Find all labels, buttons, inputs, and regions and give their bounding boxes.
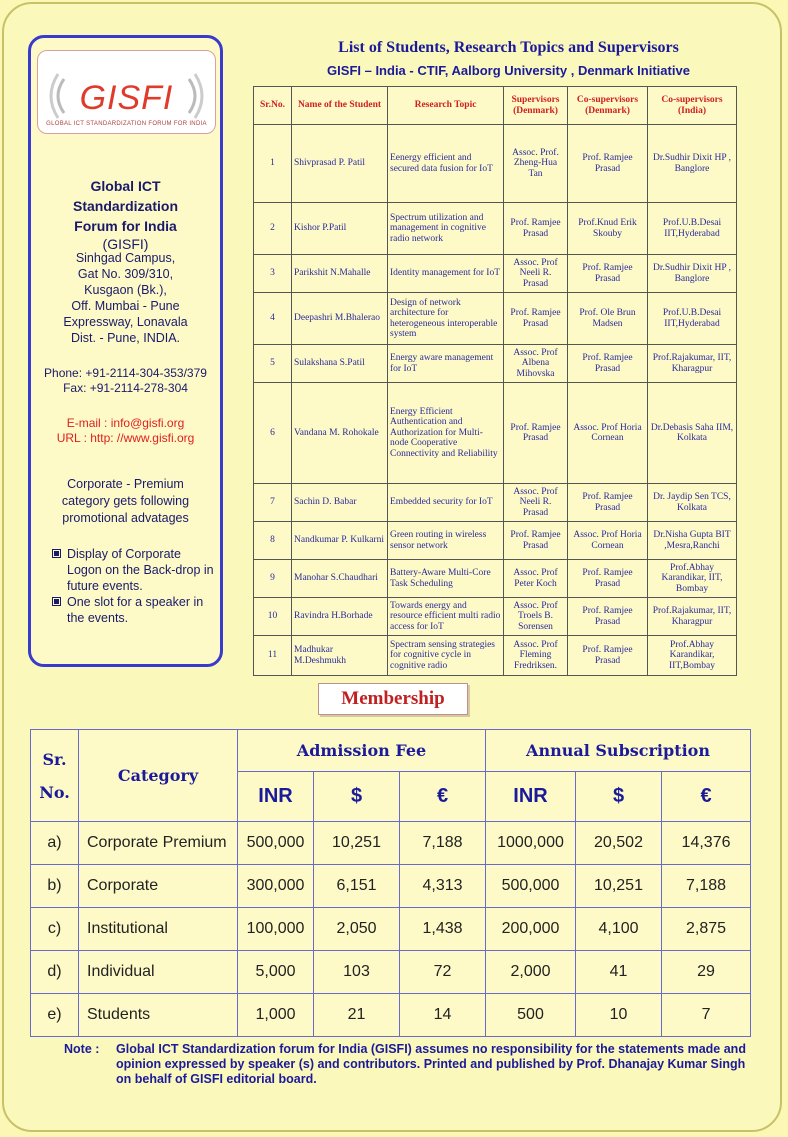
cosupervisor-denmark-cell: Prof. Ole Brun Madsen <box>568 293 648 345</box>
web-info <box>31 416 220 446</box>
table-row <box>254 598 737 636</box>
category-cell: Institutional <box>79 908 238 951</box>
research-topic-cell: Energy Efficient Authentication and Authorization for Multi-node Cooperative Connectivity and Reliability <box>388 383 504 484</box>
fee-value-cell: 1000,000 <box>486 822 576 865</box>
table-row <box>254 293 737 345</box>
sr-no-cell: 4 <box>254 293 292 345</box>
category-cell: Corporate Premium <box>79 822 238 865</box>
fee-value-cell: 7,188 <box>662 865 751 908</box>
fee-value-cell: 1,000 <box>238 994 314 1037</box>
phone: Phone: +91-2114-304-353/379 <box>44 366 207 380</box>
sr-cell: e) <box>31 994 79 1037</box>
supervisor-denmark-cell: Prof. Ramjee Prasad <box>504 293 568 345</box>
supervisor-denmark-cell: Assoc. Prof Fleming Fredriksen. <box>504 636 568 676</box>
fee-value-cell: 29 <box>662 951 751 994</box>
bullet-square-icon <box>52 597 61 606</box>
cosupervisor-denmark-cell: Prof. Ramjee Prasad <box>568 125 648 203</box>
research-topic-cell: Green routing in wireless sensor network <box>388 522 504 560</box>
fax: Fax: +91-2114-278-304 <box>63 381 188 395</box>
student-name-cell: Sachin D. Babar <box>292 484 388 522</box>
research-topic-cell: Spectram sensing strategies for cognitive cycle in cognitive radio <box>388 636 504 676</box>
students-table <box>253 86 737 676</box>
cosupervisor-denmark-cell: Prof. Ramjee Prasad <box>568 598 648 636</box>
fee-value-cell: 4,313 <box>400 865 486 908</box>
sr-no-cell: 7 <box>254 484 292 522</box>
cosupervisor-denmark-cell: Prof.Knud Erik Skouby <box>568 203 648 255</box>
research-topic-cell: Design of network architecture for heterogeneous interoperable system <box>388 293 504 345</box>
student-name-cell: Parikshit N.Mahalle <box>292 255 388 293</box>
student-name-cell: Manohar S.Chaudhari <box>292 560 388 598</box>
table-row <box>31 994 751 1037</box>
table-row <box>31 951 751 994</box>
supervisor-denmark-cell: Assoc. Prof Peter Koch <box>504 560 568 598</box>
category-cell: Individual <box>79 951 238 994</box>
table-row <box>31 908 751 951</box>
cosupervisor-india-cell: Prof.U.B.Desai IIT,Hyderabad <box>648 203 737 255</box>
research-topic-cell: Eenergy efficient and secured data fusion for IoT <box>388 125 504 203</box>
org-abbr: (GISFI) <box>102 236 149 252</box>
supervisor-denmark-cell: Assoc. Prof Troels B. Sorensen <box>504 598 568 636</box>
membership-fee-table <box>30 729 751 1037</box>
sr-no-cell: 2 <box>254 203 292 255</box>
research-topic-cell: Identity management for IoT <box>388 255 504 293</box>
footer-note <box>64 1042 754 1087</box>
sr-cell: a) <box>31 822 79 865</box>
cosupervisor-denmark-cell: Assoc. Prof Horia Cornean <box>568 383 648 484</box>
student-name-cell: Vandana M. Rohokale <box>292 383 388 484</box>
cosupervisor-india-cell: Prof.Rajakumar, IIT, Kharagpur <box>648 345 737 383</box>
table-row <box>254 383 737 484</box>
currency-header: $ <box>314 772 400 822</box>
list-subtitle: GISFI – India - CTIF, Aalborg University , Denmark Initiative <box>327 63 690 78</box>
list-item: Display of Corporate Logon on the Back-drop in future events. <box>51 546 216 594</box>
fee-value-cell: 10,251 <box>314 822 400 865</box>
cosupervisor-india-cell: Prof.Abhay Karandikar, IIT,Bombay <box>648 636 737 676</box>
supervisor-denmark-cell: Assoc. Prof Neeli R. Prasad <box>504 255 568 293</box>
cosupervisor-denmark-cell: Prof. Ramjee Prasad <box>568 560 648 598</box>
col-header: Co-supervisors (Denmark) <box>568 87 648 125</box>
cosupervisor-india-cell: Dr.Debasis Saha IIM, Kolkata <box>648 383 737 484</box>
research-topic-cell: Towards energy and resource efficient multi radio access for IoT <box>388 598 504 636</box>
sr-no-cell: 5 <box>254 345 292 383</box>
fee-value-cell: 10,251 <box>576 865 662 908</box>
research-topic-cell: Embedded security for IoT <box>388 484 504 522</box>
student-name-cell: Deepashri M.Bhalerao <box>292 293 388 345</box>
table-row <box>31 865 751 908</box>
category-cell: Students <box>79 994 238 1037</box>
sr-no-cell: 1 <box>254 125 292 203</box>
table-row <box>254 345 737 383</box>
email-link[interactable]: E-mail : info@gisfi.org <box>66 416 185 430</box>
membership-title: Membership <box>318 683 468 715</box>
currency-header: INR <box>238 772 314 822</box>
sr-no-cell: 8 <box>254 522 292 560</box>
cosupervisor-denmark-cell: Prof. Ramjee Prasad <box>568 636 648 676</box>
sr-no-cell: 10 <box>254 598 292 636</box>
table-row <box>254 125 737 203</box>
currency-header: $ <box>576 772 662 822</box>
currency-header: INR <box>486 772 576 822</box>
fee-value-cell: 7,188 <box>400 822 486 865</box>
supervisor-denmark-cell: Assoc. Prof. Zheng-Hua Tan <box>504 125 568 203</box>
sr-no-cell: 9 <box>254 560 292 598</box>
cosupervisor-india-cell: Dr.Sudhir Dixit HP , Banglore <box>648 125 737 203</box>
fee-value-cell: 100,000 <box>238 908 314 951</box>
cosupervisor-denmark-cell: Prof. Ramjee Prasad <box>568 345 648 383</box>
fee-value-cell: 500,000 <box>238 822 314 865</box>
student-name-cell: Madhukar M.Deshmukh <box>292 636 388 676</box>
fee-value-cell: 2,000 <box>486 951 576 994</box>
fee-value-cell: 20,502 <box>576 822 662 865</box>
fee-value-cell: 14 <box>400 994 486 1037</box>
supervisor-denmark-cell: Assoc. Prof Albena Mihovska <box>504 345 568 383</box>
research-topic-cell: Energy aware management for IoT <box>388 345 504 383</box>
category-header: Category <box>79 730 238 822</box>
fee-value-cell: 5,000 <box>238 951 314 994</box>
url-link[interactable]: URL : http: //www.gisfi.org <box>56 431 195 445</box>
fee-value-cell: 500 <box>486 994 576 1037</box>
supervisor-denmark-cell: Prof. Ramjee Prasad <box>504 522 568 560</box>
cosupervisor-india-cell: Dr.Sudhir Dixit HP , Banglore <box>648 255 737 293</box>
supervisor-denmark-cell: Assoc. Prof Neeli R. Prasad <box>504 484 568 522</box>
table-row <box>254 484 737 522</box>
fee-value-cell: 4,100 <box>576 908 662 951</box>
table-row <box>254 636 737 676</box>
table-row <box>31 822 751 865</box>
fee-value-cell: 6,151 <box>314 865 400 908</box>
sr-no-cell: 11 <box>254 636 292 676</box>
sr-no-cell: 6 <box>254 383 292 484</box>
sr-cell: b) <box>31 865 79 908</box>
cosupervisor-india-cell: Prof.Abhay Karandikar, IIT, Bombay <box>648 560 737 598</box>
fee-value-cell: 2,875 <box>662 908 751 951</box>
cosupervisor-denmark-cell: Prof. Ramjee Prasad <box>568 255 648 293</box>
fee-value-cell: 14,376 <box>662 822 751 865</box>
fee-value-cell: 72 <box>400 951 486 994</box>
fee-value-cell: 41 <box>576 951 662 994</box>
student-name-cell: Shivprasad P. Patil <box>292 125 388 203</box>
cosupervisor-denmark-cell: Assoc. Prof Horia Cornean <box>568 522 648 560</box>
table-row <box>254 522 737 560</box>
annual-subscription-header: Annual Subscription <box>486 730 751 772</box>
table-row <box>254 560 737 598</box>
fee-value-cell: 10 <box>576 994 662 1037</box>
table-header-row <box>254 87 737 125</box>
sr-cell: d) <box>31 951 79 994</box>
supervisor-denmark-cell: Prof. Ramjee Prasad <box>504 383 568 484</box>
student-name-cell: Kishor P.Patil <box>292 203 388 255</box>
fee-value-cell: 1,438 <box>400 908 486 951</box>
fee-value-cell: 103 <box>314 951 400 994</box>
currency-header: € <box>662 772 751 822</box>
col-header: Supervisors (Denmark) <box>504 87 568 125</box>
admission-fee-header: Admission Fee <box>238 730 486 772</box>
fee-value-cell: 200,000 <box>486 908 576 951</box>
table-row <box>254 255 737 293</box>
cosupervisor-india-cell: Prof.Rajakumar, IIT, Kharagpur <box>648 598 737 636</box>
student-name-cell: Sulakshana S.Patil <box>292 345 388 383</box>
cosupervisor-denmark-cell: Prof. Ramjee Prasad <box>568 484 648 522</box>
logo-text: GISFI <box>79 79 174 117</box>
note-label: Note : <box>64 1042 100 1056</box>
col-header: Co-supervisors (India) <box>648 87 737 125</box>
category-cell: Corporate <box>79 865 238 908</box>
research-topic-cell: Spectrum utilization and management in cognitive radio network <box>388 203 504 255</box>
gisfi-logo <box>37 50 216 134</box>
fee-value-cell: 300,000 <box>238 865 314 908</box>
fee-value-cell: 7 <box>662 994 751 1037</box>
contact-info <box>31 366 220 396</box>
sr-no-header: Sr. No. <box>31 730 79 822</box>
cosupervisor-india-cell: Dr. Jaydip Sen TCS, Kolkata <box>648 484 737 522</box>
sr-no-cell: 3 <box>254 255 292 293</box>
bullet-square-icon <box>52 549 61 558</box>
list-item: One slot for a speaker in the events. <box>51 594 216 626</box>
fee-value-cell: 21 <box>314 994 400 1037</box>
list-title: List of Students, Research Topics and Supervisors <box>338 39 679 56</box>
fee-value-cell: 2,050 <box>314 908 400 951</box>
cosupervisor-india-cell: Prof.U.B.Desai IIT,Hyderabad <box>648 293 737 345</box>
table-row <box>254 203 737 255</box>
promo-bullets <box>51 546 216 626</box>
promo-text: Corporate - Premium category gets following promotional advatages <box>61 477 190 525</box>
cosupervisor-india-cell: Dr.Nisha Gupta BIT ,Mesra,Ranchi <box>648 522 737 560</box>
org-name: Global ICT Standardization Forum for India <box>72 178 178 234</box>
col-header: Sr.No. <box>254 87 292 125</box>
sr-cell: c) <box>31 908 79 951</box>
student-name-cell: Nandkumar P. Kulkarni <box>292 522 388 560</box>
logo-subtext: GLOBAL ICT STANDARDIZATION FORUM FOR INDIA <box>46 121 207 127</box>
supervisor-denmark-cell: Prof. Ramjee Prasad <box>504 203 568 255</box>
currency-header: € <box>400 772 486 822</box>
research-topic-cell: Battery-Aware Multi-Core Task Scheduling <box>388 560 504 598</box>
col-header: Research Topic <box>388 87 504 125</box>
fee-value-cell: 500,000 <box>486 865 576 908</box>
note-text: Global ICT Standardization forum for India (GISFI) assumes no responsibility for the statements made and opinion expressed by speaker (s) and contributors. Printed and published by Prof. Dhanajay Kumar Singh on behalf of GISFI editorial board. <box>116 1042 746 1086</box>
sidebar <box>28 35 223 667</box>
address: Sinhgad Campus, Gat No. 309/310, Kusgaon (Bk.), Off. Mumbai - Pune Expressway, Lonavala Dist. - Pune, INDIA. <box>63 251 188 345</box>
col-header: Name of the Student <box>292 87 388 125</box>
student-name-cell: Ravindra H.Borhade <box>292 598 388 636</box>
